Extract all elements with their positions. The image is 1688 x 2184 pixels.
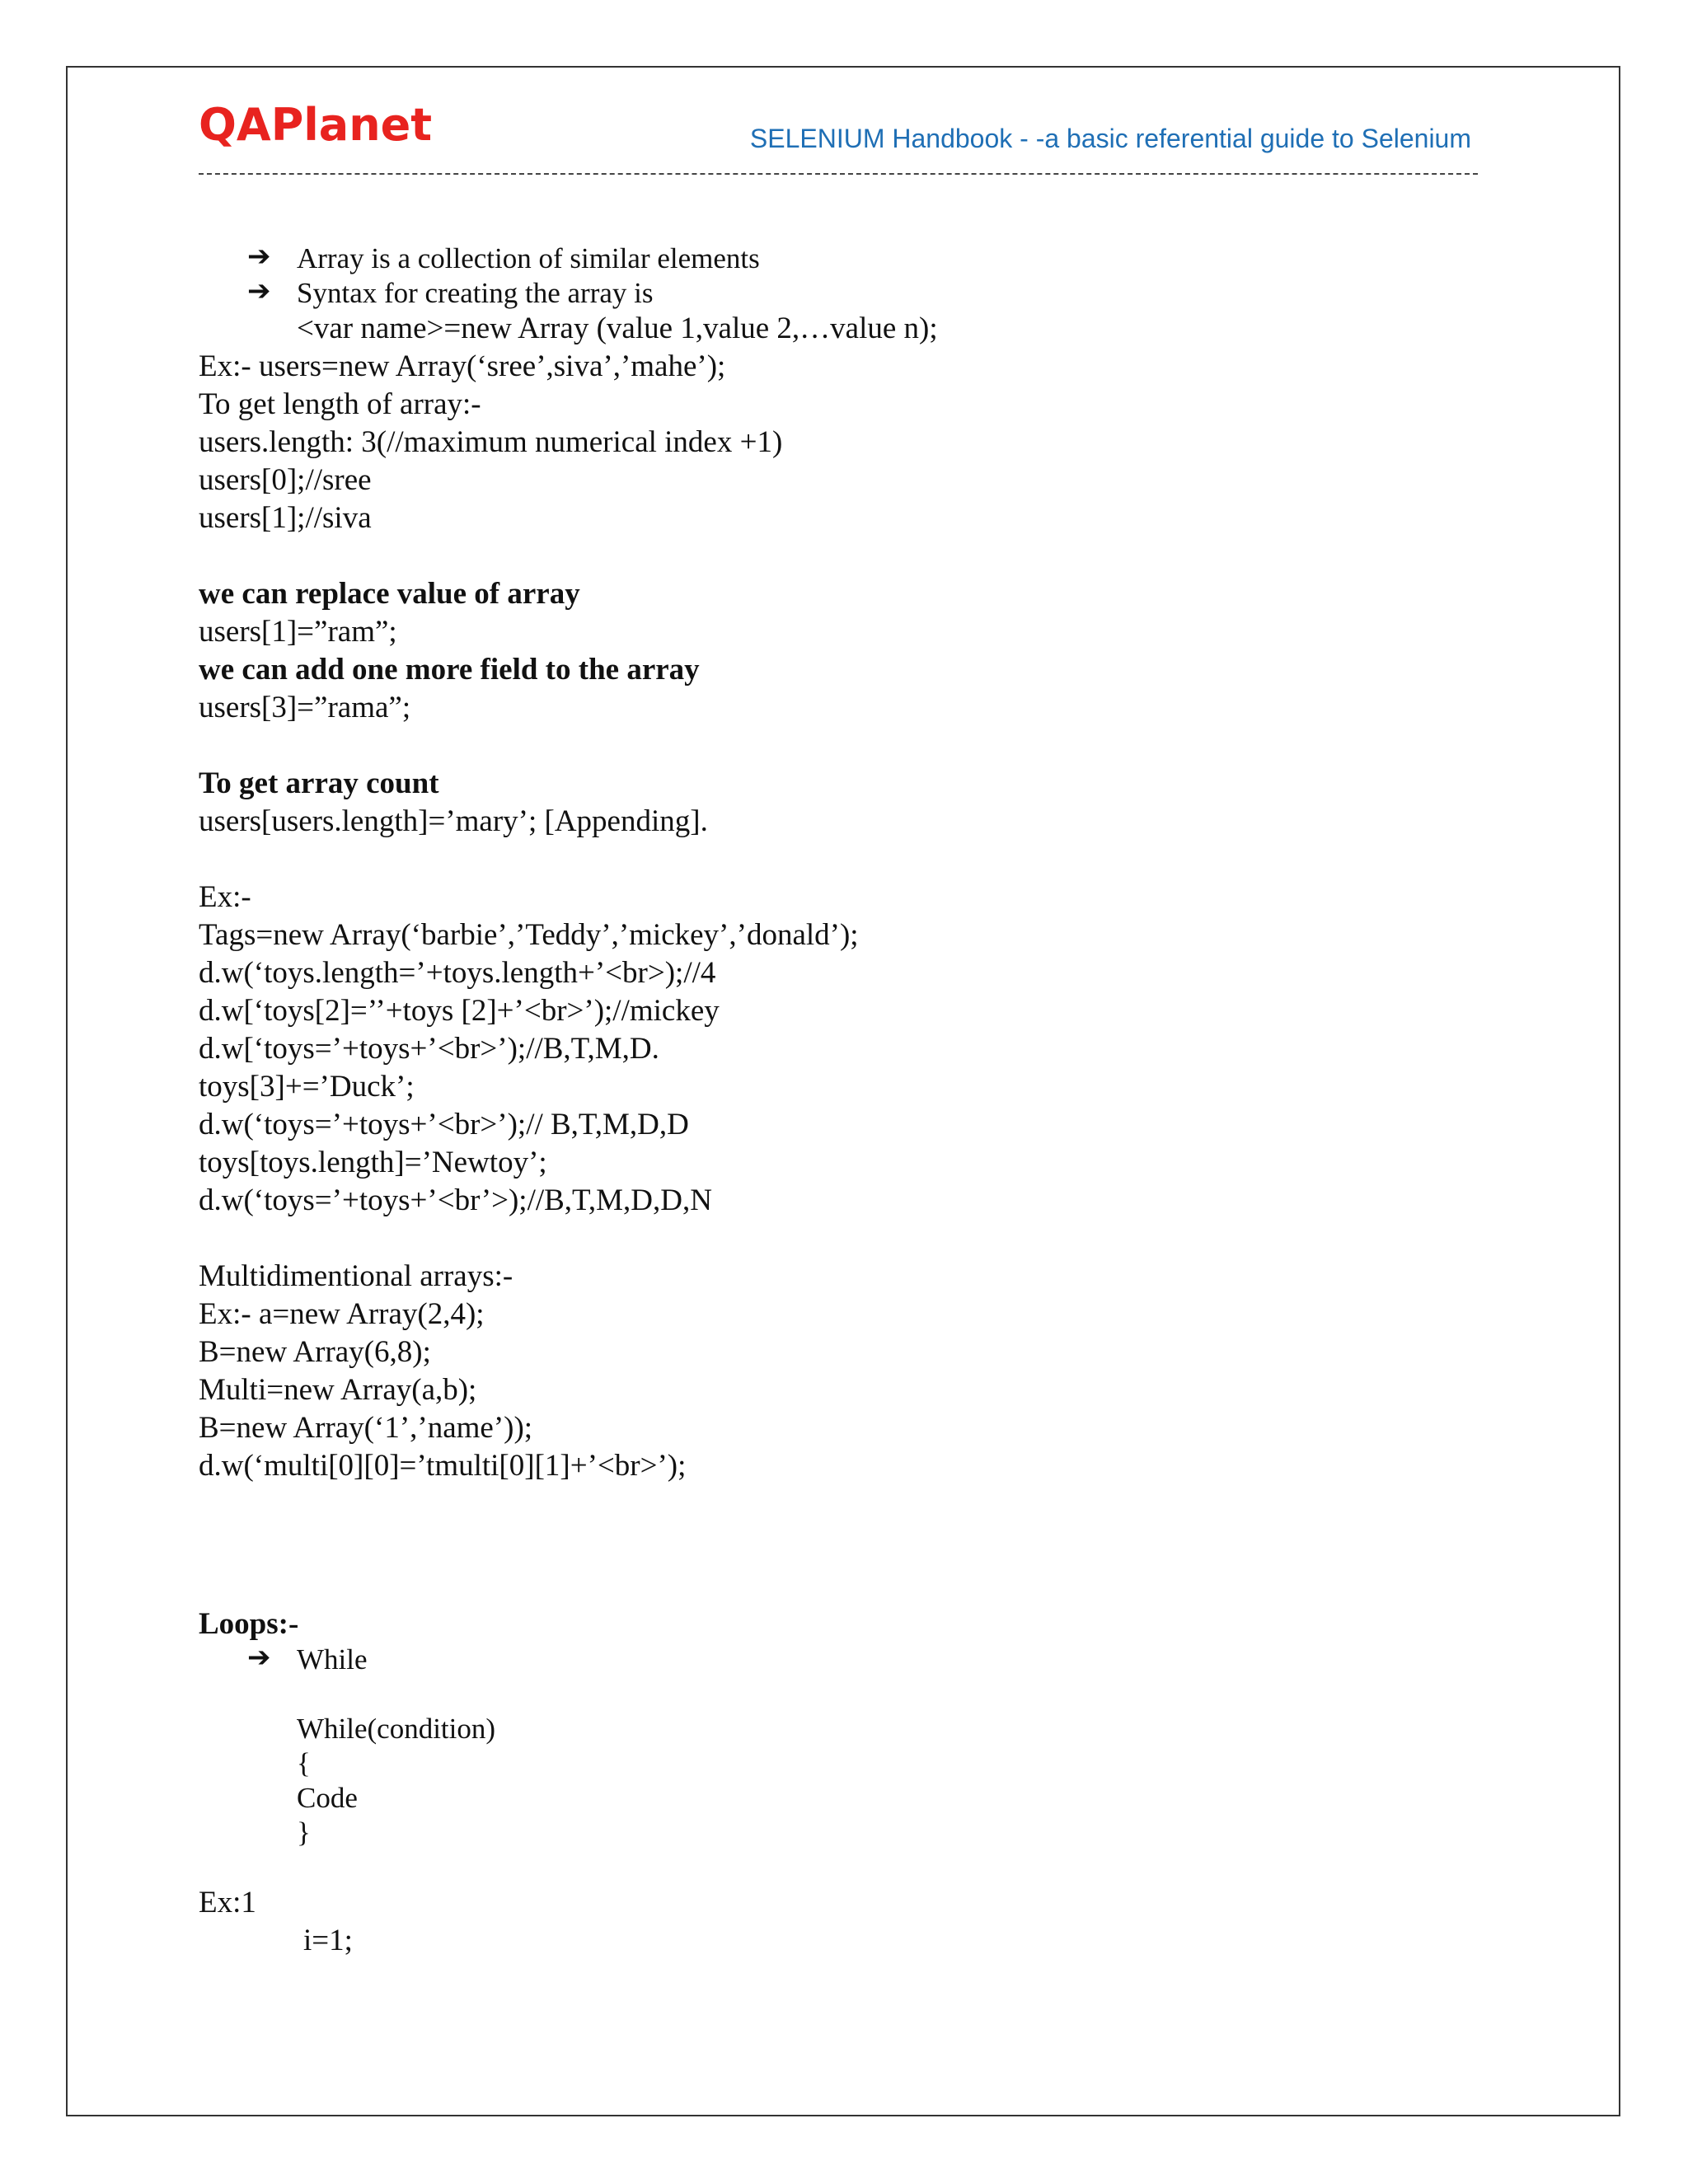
code-line: d.w(‘toys=’+toys+’<br’>);//B,T,M,D,D,N [199,1183,712,1217]
code-line: d.w(‘multi[0][0]=’tmulti[0][1]+’<br>’); [199,1449,687,1483]
code-line: i=1; [303,1924,353,1957]
count-line: users[users.length]=’mary’; [Appending]. [199,804,708,838]
example-users: Ex:- users=new Array(‘sree’,siva’,’mahe’); [199,349,726,383]
code-line: toys[toys.length]=’Newtoy’; [199,1146,547,1179]
example-label: Ex:1 [199,1886,256,1919]
arrow-bullet-icon: ➔ [247,1641,271,1674]
arrow-bullet-icon: ➔ [247,274,271,307]
code-line: Ex:- a=new Array(2,4); [199,1297,485,1331]
code-line: d.w(‘toys=’+toys+’<br>’);// B,T,M,D,D [199,1108,689,1141]
code-line: d.w[‘toys=’+toys+’<br>’);//B,T,M,D. [199,1032,659,1066]
code-line: Multi=new Array(a,b); [199,1373,477,1407]
brace-open: { [297,1747,311,1779]
header-divider [199,173,1478,175]
syntax-line: <var name>=new Array (value 1,value 2,…value n); [297,312,938,345]
length-heading: To get length of array:- [199,387,481,421]
code-line: d.w[‘toys[2]=’’+toys [2]+’<br>’);//mickey [199,994,720,1028]
code-line: toys[3]+=’Duck’; [199,1070,415,1104]
add-heading: we can add one more field to the array [199,653,700,687]
replace-heading: we can replace value of array [199,577,580,611]
bullet-while: While [297,1643,368,1675]
example-label: Ex:- [199,880,251,914]
header-subtitle: SELENIUM Handbook - -a basic referential guide to Selenium [749,124,1471,153]
code-line: B=new Array(6,8); [199,1335,431,1369]
bullet-array-definition: Array is a collection of similar elements [297,242,760,274]
replace-line: users[1]=”ram”; [199,615,397,649]
arrow-bullet-icon: ➔ [247,240,271,273]
loops-heading: Loops:- [199,1607,299,1641]
users-index-0: users[0];//sree [199,463,372,497]
code-line: B=new Array(‘1’,’name’)); [199,1411,533,1445]
while-syntax: While(condition) [297,1713,496,1745]
brace-close: } [297,1816,311,1849]
tags-line: Tags=new Array(‘barbie’,’Teddy’,’mickey’,’donald’); [199,918,859,952]
length-line: users.length: 3(//maximum numerical index +1) [199,425,783,459]
users-index-1: users[1];//siva [199,501,372,535]
bullet-syntax-heading: Syntax for creating the array is [297,277,654,309]
brand-logo: QAPlanet [199,99,433,151]
count-heading: To get array count [199,766,439,800]
code-line: d.w(‘toys.length=’+toys.length+’<br>);//4 [199,956,716,990]
code-placeholder: Code [297,1782,358,1814]
add-line: users[3]=”rama”; [199,691,411,724]
multidim-heading: Multidimentional arrays:- [199,1259,513,1293]
